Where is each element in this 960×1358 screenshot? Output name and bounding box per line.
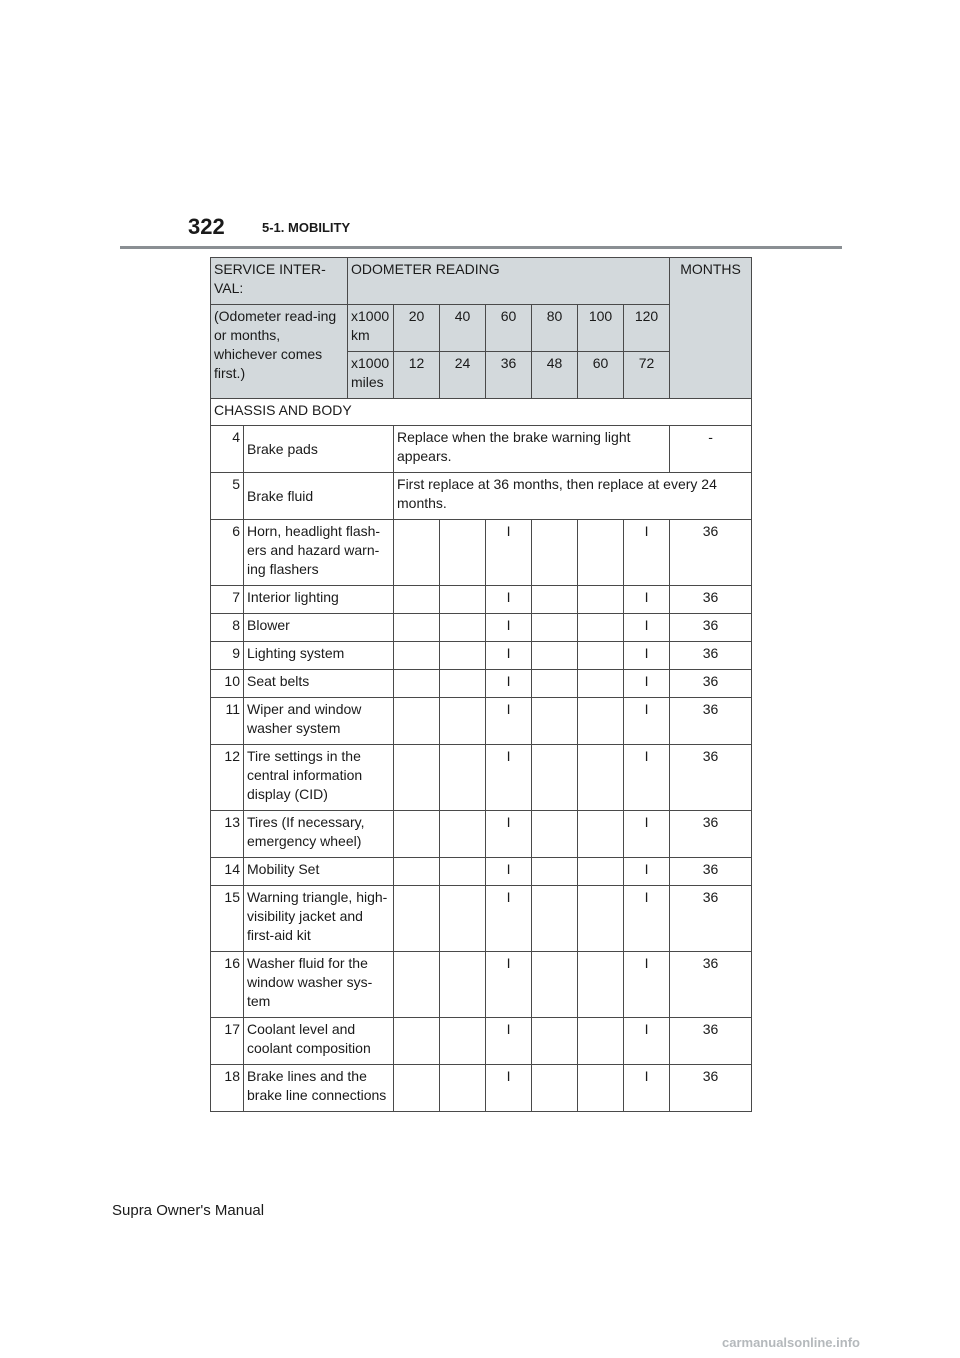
table-row [211, 473, 752, 520]
inspection-mark: I [624, 642, 670, 670]
inspection-mark [394, 520, 440, 586]
item-name: Blower [244, 614, 394, 642]
interval-note-cell: (Odometer read-ing or months, whichever comes first.) [211, 305, 348, 399]
inspection-mark: I [486, 952, 532, 1018]
table-row [211, 952, 752, 1018]
inspection-mark [532, 670, 578, 698]
inspection-mark [578, 614, 624, 642]
inspection-mark [532, 1018, 578, 1065]
months-value: 36 [670, 698, 752, 745]
section-heading: CHASSIS AND BODY [211, 399, 752, 426]
inspection-mark [532, 614, 578, 642]
inspection-mark: I [486, 1018, 532, 1065]
miles-unit: x1000 miles [348, 352, 394, 399]
inspection-mark [394, 886, 440, 952]
inspection-mark [440, 698, 486, 745]
item-name: Seat belts [244, 670, 394, 698]
inspection-mark [440, 745, 486, 811]
inspection-mark [440, 858, 486, 886]
km-value: 60 [486, 305, 532, 352]
inspection-mark: I [624, 698, 670, 745]
km-value: 100 [578, 305, 624, 352]
inspection-mark: I [624, 858, 670, 886]
inspection-mark [394, 745, 440, 811]
inspection-mark [532, 1065, 578, 1112]
table-row [211, 670, 752, 698]
inspection-mark: I [624, 811, 670, 858]
item-number: 13 [211, 811, 244, 858]
inspection-mark [532, 811, 578, 858]
km-value: 120 [624, 305, 670, 352]
inspection-mark [440, 614, 486, 642]
section-row [211, 399, 752, 426]
table-row [211, 858, 752, 886]
inspection-mark: I [624, 670, 670, 698]
inspection-mark: I [624, 614, 670, 642]
inspection-mark [532, 886, 578, 952]
inspection-mark [394, 811, 440, 858]
table-row [211, 745, 752, 811]
item-number: 17 [211, 1018, 244, 1065]
inspection-mark: I [624, 586, 670, 614]
inspection-mark [394, 1018, 440, 1065]
inspection-mark [440, 1065, 486, 1112]
inspection-mark [532, 642, 578, 670]
inspection-mark [578, 586, 624, 614]
page-number: 322 [188, 214, 225, 239]
item-number: 14 [211, 858, 244, 886]
item-note: First replace at 36 months, then replace at every 24 months. [394, 473, 752, 520]
months-value: 36 [670, 614, 752, 642]
item-number: 15 [211, 886, 244, 952]
months-label: MONTHS [670, 258, 752, 399]
inspection-mark: I [486, 614, 532, 642]
table-row [211, 886, 752, 952]
inspection-mark: I [486, 586, 532, 614]
table-row [211, 811, 752, 858]
inspection-mark [578, 745, 624, 811]
inspection-mark: I [486, 698, 532, 745]
inspection-mark: I [486, 670, 532, 698]
miles-value: 72 [624, 352, 670, 399]
item-number: 7 [211, 586, 244, 614]
inspection-mark [394, 698, 440, 745]
item-name: Tires (If necessary, emergency wheel) [244, 811, 394, 858]
inspection-mark [532, 745, 578, 811]
months-value: 36 [670, 811, 752, 858]
months-value: 36 [670, 642, 752, 670]
inspection-mark [440, 670, 486, 698]
inspection-mark [440, 952, 486, 1018]
km-unit: x1000 km [348, 305, 394, 352]
inspection-mark [532, 698, 578, 745]
inspection-mark [440, 886, 486, 952]
item-name: Warning triangle, high-visibility jacket and first-aid kit [244, 886, 394, 952]
item-name: Mobility Set [244, 858, 394, 886]
table-row [211, 642, 752, 670]
item-name: Brake fluid [244, 473, 394, 520]
inspection-mark [578, 811, 624, 858]
inspection-mark [394, 952, 440, 1018]
inspection-mark: I [486, 745, 532, 811]
inspection-mark [394, 670, 440, 698]
item-number: 18 [211, 1065, 244, 1112]
km-value: 40 [440, 305, 486, 352]
months-value: 36 [670, 1018, 752, 1065]
inspection-mark: I [624, 952, 670, 1018]
inspection-mark: I [486, 1065, 532, 1112]
section-title: 5-1. MOBILITY [262, 220, 351, 235]
item-name: Brake pads [244, 426, 394, 473]
inspection-mark [440, 586, 486, 614]
header-row [211, 258, 752, 305]
inspection-mark: I [624, 1065, 670, 1112]
inspection-mark: I [486, 858, 532, 886]
table-row [211, 426, 752, 473]
item-number: 10 [211, 670, 244, 698]
inspection-mark [394, 586, 440, 614]
inspection-mark [532, 858, 578, 886]
page-footer: Supra Owner's Manual [112, 1202, 265, 1219]
item-name: Washer fluid for the window washer sys-tem [244, 952, 394, 1018]
inspection-mark [578, 858, 624, 886]
inspection-mark [394, 858, 440, 886]
inspection-mark [578, 1018, 624, 1065]
miles-value: 60 [578, 352, 624, 399]
item-name: Coolant level and coolant composition [244, 1018, 394, 1065]
inspection-mark [440, 520, 486, 586]
months-value: 36 [670, 670, 752, 698]
item-number: 8 [211, 614, 244, 642]
item-number: 4 [211, 426, 244, 473]
item-number: 16 [211, 952, 244, 1018]
inspection-mark: I [486, 520, 532, 586]
inspection-mark: I [624, 1018, 670, 1065]
inspection-mark: I [486, 642, 532, 670]
inspection-mark [532, 586, 578, 614]
inspection-mark: I [486, 811, 532, 858]
item-name: Horn, headlight flash-ers and hazard warn-ing flashers [244, 520, 394, 586]
inspection-mark [578, 670, 624, 698]
inspection-mark: I [624, 520, 670, 586]
inspection-mark [578, 952, 624, 1018]
miles-value: 36 [486, 352, 532, 399]
item-number: 12 [211, 745, 244, 811]
maintenance-schedule-table [210, 257, 752, 1112]
item-name: Wiper and window washer system [244, 698, 394, 745]
months-value: 36 [670, 886, 752, 952]
item-name: Brake lines and the brake line connections [244, 1065, 394, 1112]
table-row [211, 614, 752, 642]
inspection-mark [440, 811, 486, 858]
service-interval-label: SERVICE INTER-VAL: [211, 258, 348, 305]
months-value: - [670, 426, 752, 473]
inspection-mark [440, 642, 486, 670]
inspection-mark [532, 520, 578, 586]
item-number: 9 [211, 642, 244, 670]
inspection-mark: I [486, 886, 532, 952]
table-row [211, 586, 752, 614]
inspection-mark [394, 1065, 440, 1112]
inspection-mark: I [624, 745, 670, 811]
inspection-mark [532, 952, 578, 1018]
table-row [211, 1065, 752, 1112]
months-value: 36 [670, 1065, 752, 1112]
inspection-mark [578, 642, 624, 670]
km-value: 20 [394, 305, 440, 352]
table-row [211, 698, 752, 745]
inspection-mark: I [624, 886, 670, 952]
miles-value: 48 [532, 352, 578, 399]
inspection-mark [394, 642, 440, 670]
inspection-mark [394, 614, 440, 642]
inspection-mark [578, 520, 624, 586]
miles-value: 12 [394, 352, 440, 399]
table-row [211, 520, 752, 586]
item-name: Lighting system [244, 642, 394, 670]
item-note: Replace when the brake warning light appears. [394, 426, 670, 473]
months-value: 36 [670, 858, 752, 886]
odometer-reading-label: ODOMETER READING [348, 258, 670, 305]
months-value: 36 [670, 952, 752, 1018]
inspection-mark [440, 1018, 486, 1065]
km-value: 80 [532, 305, 578, 352]
watermark: carmanualsonline.info [722, 1335, 860, 1350]
inspection-mark [578, 698, 624, 745]
table-row [211, 1018, 752, 1065]
months-value: 36 [670, 745, 752, 811]
months-value: 36 [670, 520, 752, 586]
inspection-mark [578, 1065, 624, 1112]
item-number: 5 [211, 473, 244, 520]
inspection-mark [578, 886, 624, 952]
item-number: 6 [211, 520, 244, 586]
miles-value: 24 [440, 352, 486, 399]
item-name: Interior lighting [244, 586, 394, 614]
item-number: 11 [211, 698, 244, 745]
months-value: 36 [670, 586, 752, 614]
page-header [120, 212, 842, 249]
item-name: Tire settings in the central information display (CID) [244, 745, 394, 811]
